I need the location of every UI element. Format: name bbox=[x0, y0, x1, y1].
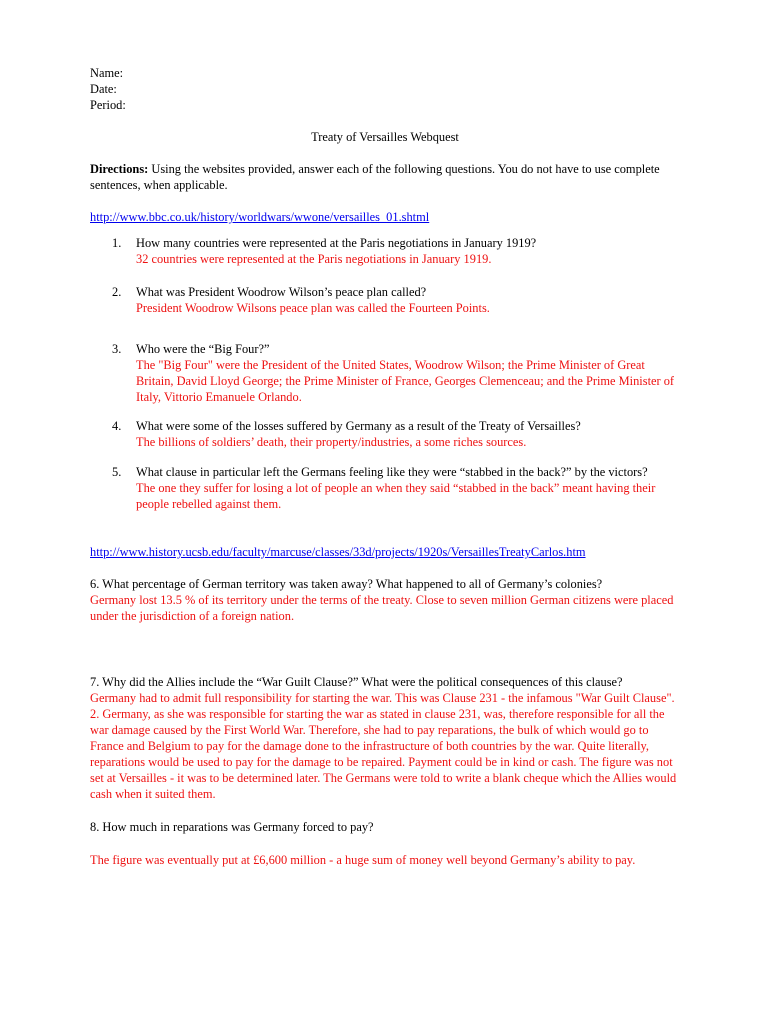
question-7 bbox=[90, 674, 680, 802]
question-list-1 bbox=[90, 235, 680, 512]
answer-text: President Woodrow Wilsons peace plan was called the Fourteen Points. bbox=[136, 301, 490, 315]
directions bbox=[90, 161, 680, 193]
question-number: 1. bbox=[112, 236, 122, 250]
question-text: 8. How much in reparations was Germany forced to pay? bbox=[90, 820, 374, 834]
page-title: Treaty of Versailles Webquest bbox=[311, 130, 459, 144]
answer-text: The figure was eventually put at £6,600 million - a huge sum of money well beyond Germany’s ability to pay. bbox=[90, 853, 636, 867]
question-text: What clause in particular left the Germans feeling like they were “stabbed in the back?” by the victors? bbox=[136, 465, 648, 479]
question-text: What were some of the losses suffered by Germany as a result of the Treaty of Versailles? bbox=[136, 419, 581, 433]
question-6 bbox=[90, 576, 680, 624]
question-text: 6. What percentage of German territory was taken away? What happened to all of Germany’s colonies? bbox=[90, 577, 603, 591]
answer-text: 32 countries were represented at the Paris negotiations in January 1919. bbox=[136, 252, 492, 266]
question-number: 5. bbox=[112, 465, 122, 479]
answer-text: The "Big Four" were the President of the United States, Woodrow Wilson; the Prime Minister of Great Britain, David Lloyd George; the Prime Minister of France, Georges Clemenceau; and the Prime Minister of Italy, Vittorio Emanuele Orlando. bbox=[136, 358, 675, 404]
bbc-link[interactable]: http://www.bbc.co.uk/history/worldwars/wwone/versailles_01.shtml bbox=[90, 210, 430, 224]
question-text: Who were the “Big Four?” bbox=[136, 342, 270, 356]
question-number: 4. bbox=[112, 419, 122, 433]
question-text: 7. Why did the Allies include the “War Guilt Clause?” What were the political consequences of this clause? bbox=[90, 675, 623, 689]
date-label: Date: bbox=[90, 82, 117, 96]
question-8 bbox=[90, 819, 680, 868]
answer-text: The billions of soldiers’ death, their property/industries, a some riches sources. bbox=[136, 435, 527, 449]
question-text: How many countries were represented at the Paris negotiations in January 1919? bbox=[136, 236, 537, 250]
question-item bbox=[90, 418, 680, 450]
question-item bbox=[90, 341, 680, 405]
period-label: Period: bbox=[90, 98, 126, 112]
directions-text: Using the websites provided, answer each of the following questions. You do not have to use complete sentences, when applicable. bbox=[90, 162, 660, 192]
question-item bbox=[90, 464, 680, 512]
answer-text: Germany lost 13.5 % of its territory under the terms of the treaty. Close to seven million German citizens were placed under the jurisdiction of a foreign nation. bbox=[90, 593, 674, 623]
name-label: Name: bbox=[90, 66, 124, 80]
answer-text: Germany had to admit full responsibility for starting the war. This was Clause 231 - the infamous "War Guilt Clause". 2. Germany, as she was responsible for starting the war as stated in clause 231, was, therefore responsible for all the war damage caused by the First World War. Therefore, she had to pay reparations, the bulk of which would go to France and Belgium to pay for the damage done to the infrastructure of both countries by the war. Quite literally, reparations would be used to pay for the damage to be repaired. Payment could be in kind or cash. The figure was not set at Versailles - it was to be determined later. The Germans were told to write a blank cheque which the Allies would cash when it suited them. bbox=[90, 691, 677, 801]
question-number: 3. bbox=[112, 342, 122, 356]
question-text: What was President Woodrow Wilson’s peace plan called? bbox=[136, 285, 427, 299]
question-item bbox=[90, 235, 680, 267]
student-header bbox=[90, 65, 680, 113]
question-number: 2. bbox=[112, 285, 122, 299]
ucsb-link[interactable]: http://www.history.ucsb.edu/faculty/marcuse/classes/33d/projects/1920s/VersaillesTreatyCarlos.htm bbox=[90, 545, 586, 559]
answer-text: The one they suffer for losing a lot of people an when they said “stabbed in the back” meant having their people rebelled against them. bbox=[136, 481, 656, 511]
worksheet-page bbox=[90, 65, 680, 868]
question-item bbox=[90, 284, 680, 316]
directions-label: Directions: bbox=[90, 162, 149, 176]
